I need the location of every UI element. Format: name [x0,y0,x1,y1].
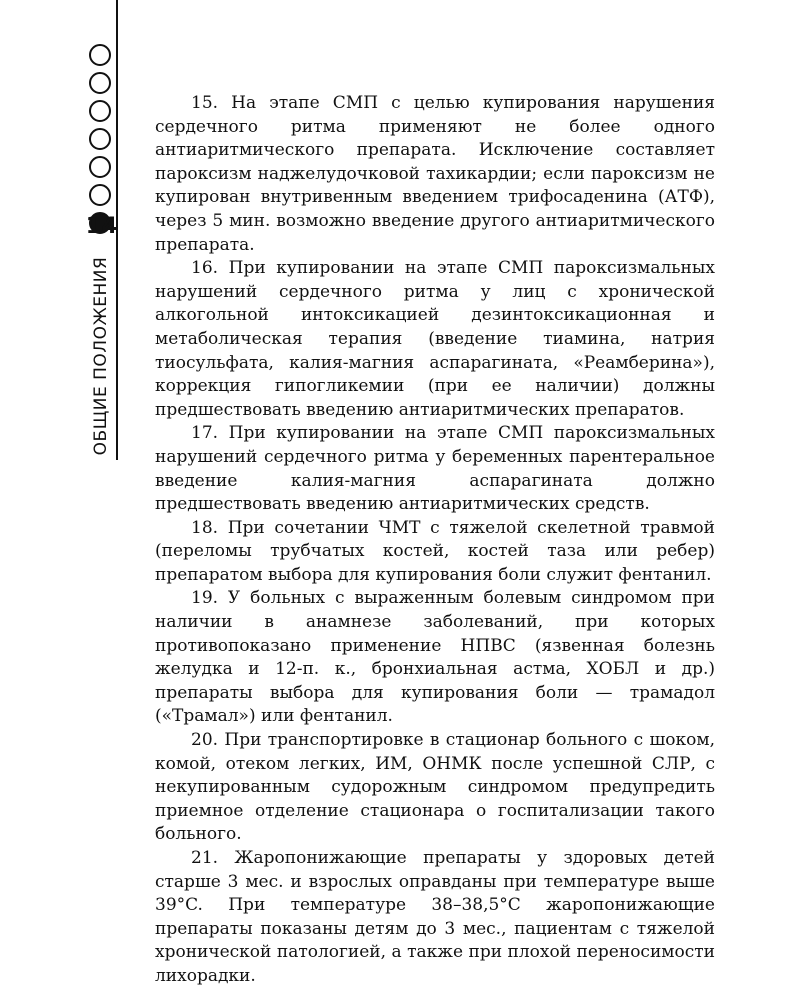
paragraph: 20. При транспортировке в стационар больного с шоком, комой, отеком легких, ИМ, ОНМК после успешной СЛР, с некупированным судорожным синдромом предупредить приемное отделение стационара о госпитализации такого больного. [155,730,715,845]
section-marker-circle [89,184,111,206]
section-marker-circle [89,44,111,66]
paragraph: 19. У больных с выраженным болевым синдромом при наличии в анамнезе заболеваний, при которых противопоказано применение НПВС (язвенная болезнь желудка и 12-п. к., бронхиальная астма, ХОБЛ и др.) препараты выбора для купирования боли — трамадол («Трамал») или фентанил. [155,588,715,727]
page-number: 14 [85,214,119,239]
paragraph: 16. При купировании на этапе СМП пароксизмальных нарушений сердечного ритма у лиц с хронической алкогольной интоксикацией дезинтоксикационная и метаболическая терапия (введение тиамина, натрия тиосульфата, калия-магния аспарагината, «Реамберина»), коррекция гипогликемии (при ее наличии) должны предшествовать введению антиаритмических препаратов. [155,258,715,420]
paragraph: 21. Жаропонижающие препараты у здоровых детей старше 3 мес. и взрослых оправданы при температуре выше 39°C. При температуре 38–38,5°C жаропонижающие препараты показаны детям до 3 мес., пациентам с тяжелой хронической патологией, а также при плохой переносимости лихорадки. [155,848,715,986]
section-marker-circle [89,156,111,178]
section-marker-circle [89,72,111,94]
section-markers [89,44,113,240]
paragraph: 18. При сочетании ЧМТ с тяжелой скелетной травмой (переломы трубчатых костей, костей таза или ребер) препаратом выбора для купирования боли служит фентанил. [155,517,715,585]
text-body [155,92,715,989]
section-title: ОБЩИЕ ПОЛОЖЕНИЯ [91,256,111,456]
section-marker-circle [89,100,111,122]
paragraph: 15. На этапе СМП с целью купирования нарушения сердечного ритма применяют не более одного антиаритмического препарата. Исключение составляет пароксизм наджелудочковой тахикардии; если пароксизм не купирован внутривенным введением трифосаденина (АТФ), через 5 мин. возможно введение другого антиаритмического препарата. [155,93,715,255]
section-marker-circle [89,128,111,150]
paragraph: 17. При купировании на этапе СМП пароксизмальных нарушений сердечного ритма у беременных парентеральное введение калия-магния аспарагината должно предшествовать введению антиаритмических средств. [155,423,715,515]
